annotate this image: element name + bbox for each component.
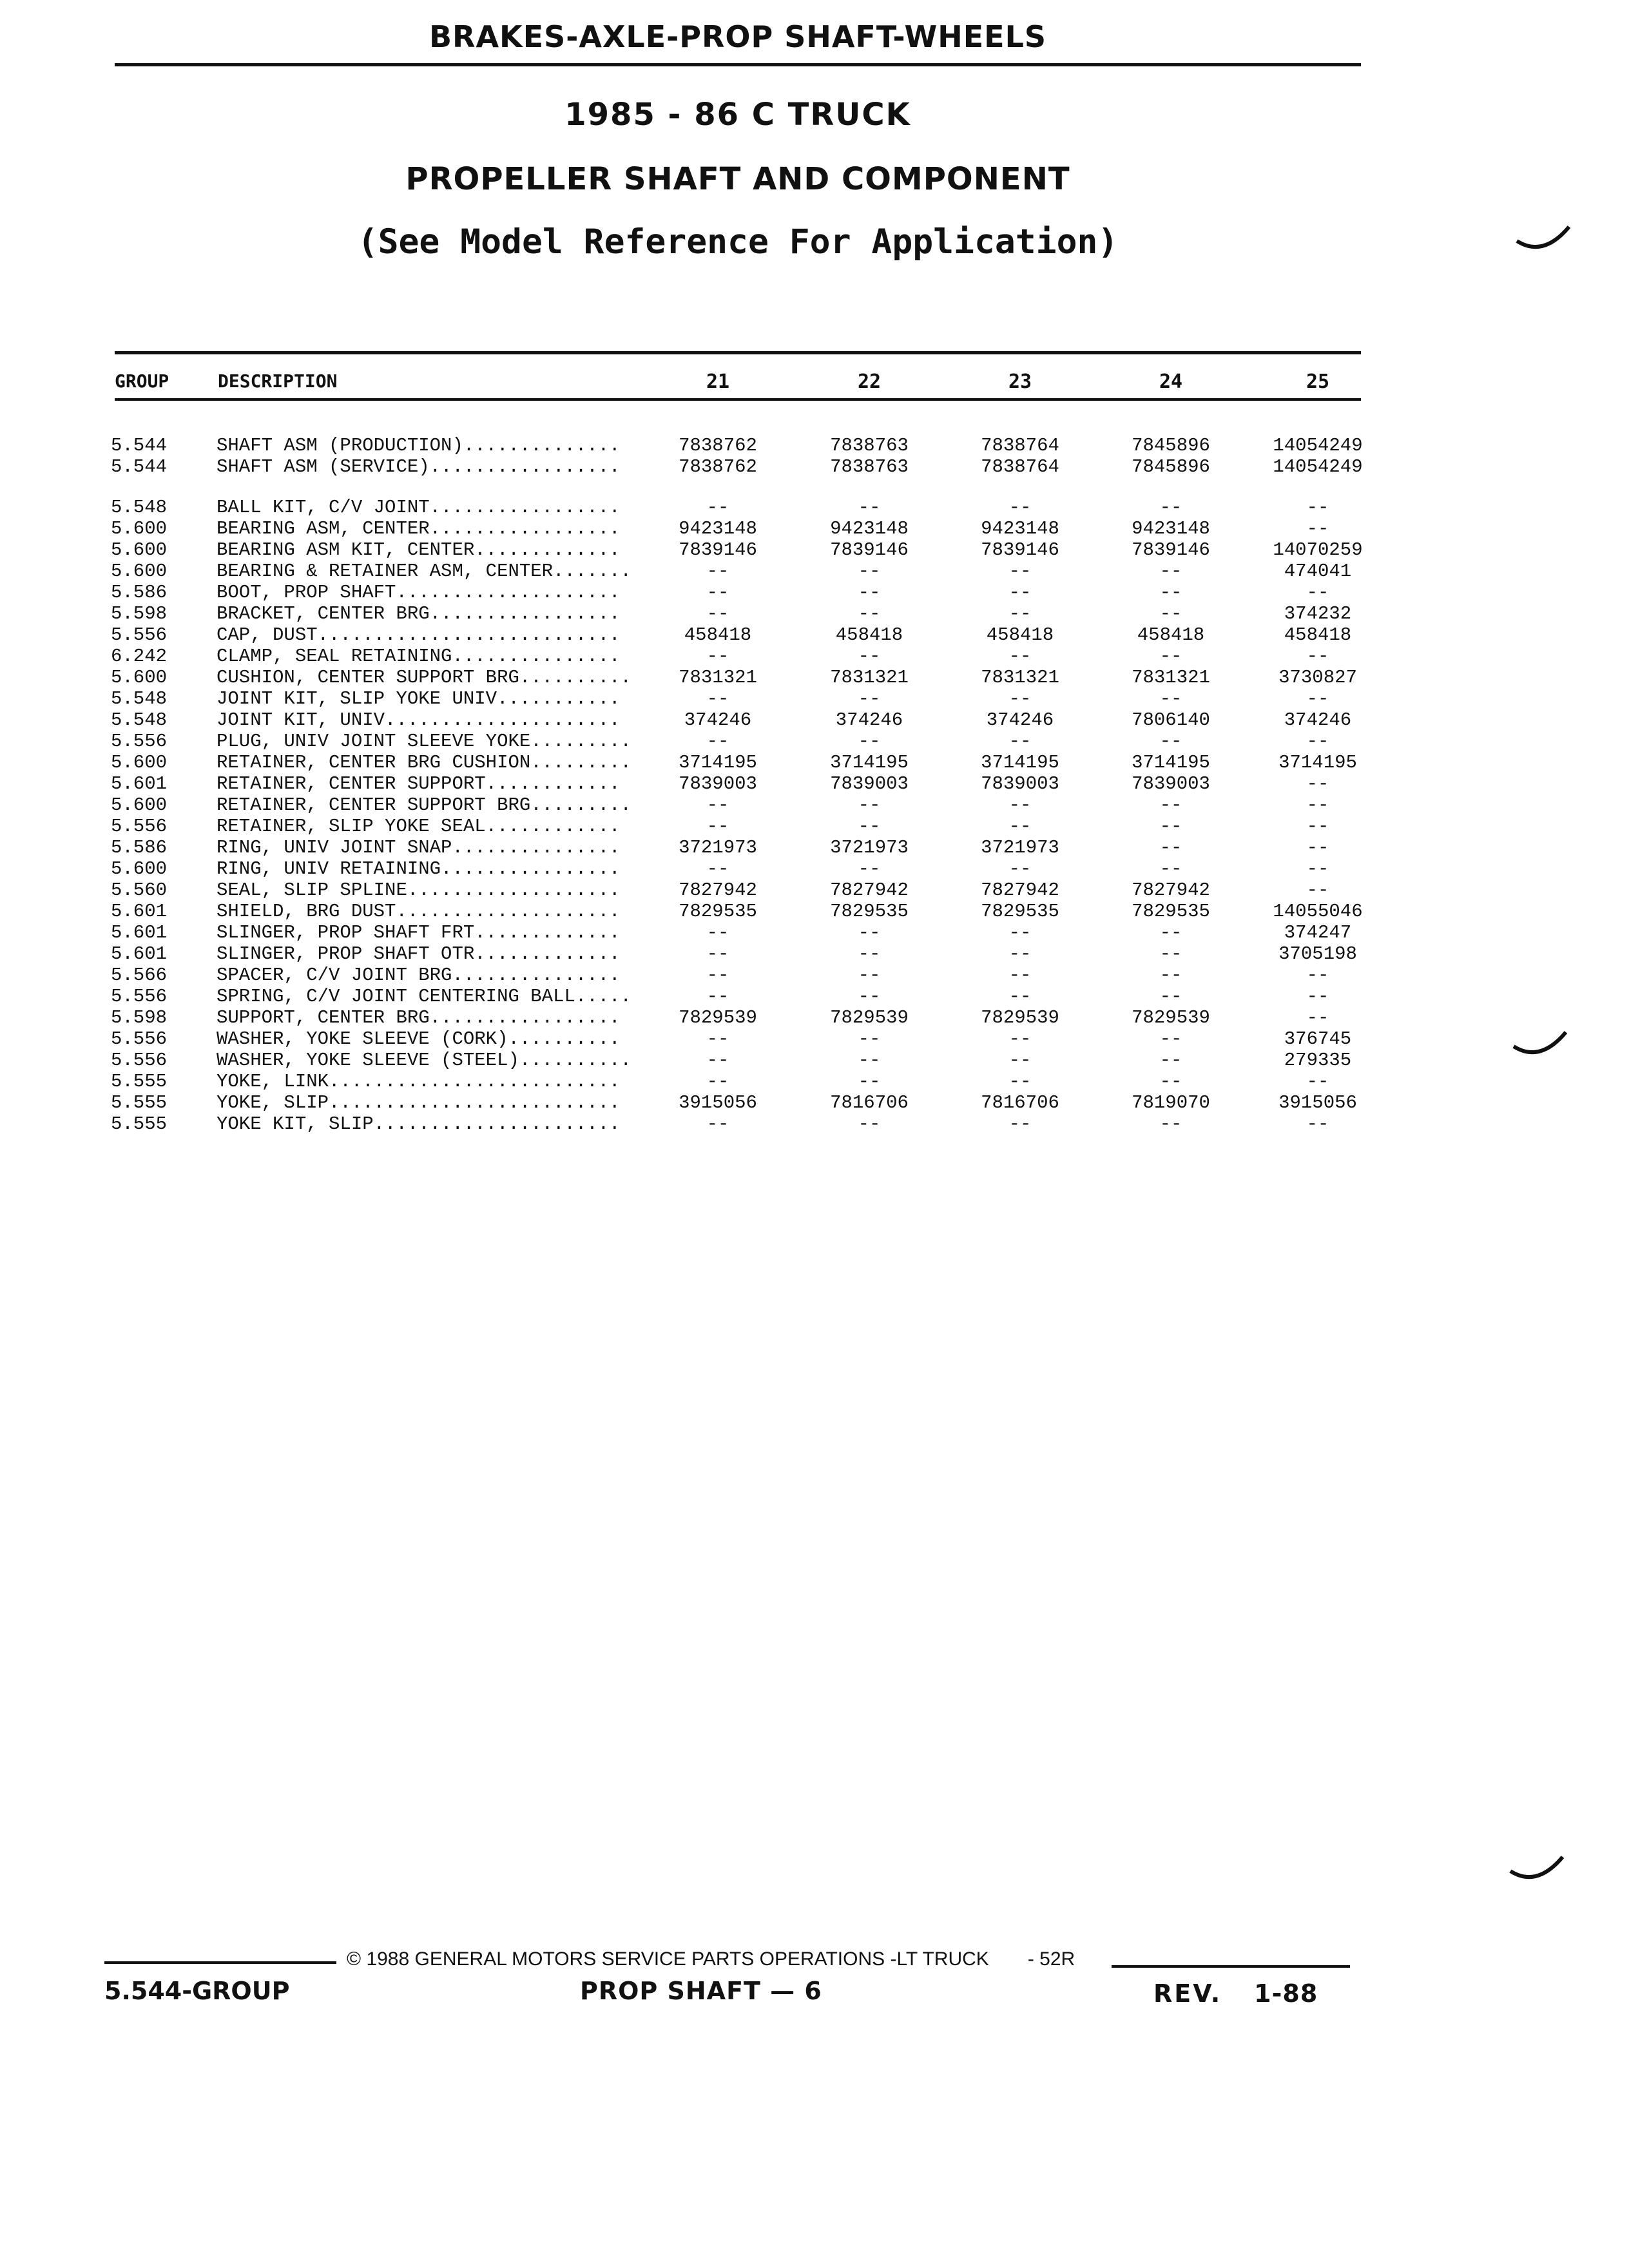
part-number-cell: 7839003: [981, 773, 1059, 794]
part-number-cell: --: [1306, 879, 1329, 901]
part-number-cell: --: [1306, 794, 1329, 816]
group-cell: 5.600: [111, 667, 168, 688]
part-number-cell: --: [1159, 731, 1182, 752]
table-row: [0, 731, 1629, 752]
part-number-cell: 374246: [986, 709, 1054, 731]
part-number-cell: 374247: [1284, 922, 1352, 943]
part-number-cell: --: [1159, 943, 1182, 965]
part-number-cell: 3714195: [1278, 752, 1357, 773]
subject-title: PROPELLER SHAFT AND COMPONENT: [405, 161, 1070, 197]
part-number-cell: --: [1008, 922, 1032, 943]
part-number-cell: --: [706, 603, 729, 624]
group-cell: 5.556: [111, 1028, 168, 1050]
part-number-cell: 3721973: [830, 837, 909, 858]
description-cell: BOOT, PROP SHAFT....................: [217, 582, 621, 603]
part-number-cell: --: [858, 603, 881, 624]
part-number-cell: 7838763: [830, 456, 909, 477]
part-number-cell: --: [1306, 1071, 1329, 1092]
description-cell: PLUG, UNIV JOINT SLEEVE YOKE.........: [217, 731, 631, 752]
part-number-cell: --: [706, 731, 729, 752]
part-number-cell: --: [1008, 731, 1032, 752]
table-row: [0, 1007, 1629, 1028]
group-cell: 5.601: [111, 943, 168, 965]
part-number-cell: --: [1008, 603, 1032, 624]
description-cell: WASHER, YOKE SLEEVE (CORK)..........: [217, 1028, 621, 1050]
part-number-cell: --: [858, 1028, 881, 1050]
part-number-cell: --: [1159, 646, 1182, 667]
part-number-cell: 3714195: [830, 752, 909, 773]
table-row: [0, 624, 1629, 646]
table-row: [0, 497, 1629, 518]
part-number-cell: --: [1306, 1113, 1329, 1135]
part-number-cell: --: [706, 582, 729, 603]
group-cell: 5.556: [111, 986, 168, 1007]
part-number-cell: --: [1306, 965, 1329, 986]
part-number-cell: --: [1306, 582, 1329, 603]
part-number-cell: --: [1159, 986, 1182, 1007]
part-number-cell: 9423148: [679, 518, 757, 539]
description-cell: JOINT KIT, UNIV.....................: [217, 709, 621, 731]
part-number-cell: 7829535: [1132, 901, 1210, 922]
part-number-cell: --: [1159, 688, 1182, 709]
part-number-cell: 7829539: [1132, 1007, 1210, 1028]
table-row: [0, 879, 1629, 901]
part-number-cell: 7829535: [981, 901, 1059, 922]
group-cell: 5.586: [111, 837, 168, 858]
footer-group: 5.544-GROUP: [104, 1977, 290, 2005]
description-cell: CUSHION, CENTER SUPPORT BRG..........: [217, 667, 631, 688]
part-number-cell: --: [706, 646, 729, 667]
part-number-cell: --: [706, 965, 729, 986]
part-number-cell: 7816706: [830, 1092, 909, 1113]
part-number-cell: 7839146: [830, 539, 909, 561]
part-number-cell: 14070259: [1273, 539, 1363, 561]
table-row: [0, 1092, 1629, 1113]
description-cell: YOKE KIT, SLIP......................: [217, 1113, 621, 1135]
part-number-cell: --: [858, 731, 881, 752]
table-row: [0, 1113, 1629, 1135]
part-number-cell: 7839003: [1132, 773, 1210, 794]
revision-date: 1-88: [1254, 1979, 1318, 2008]
part-number-cell: --: [1159, 603, 1182, 624]
part-number-cell: --: [1008, 816, 1032, 837]
column-header-24: 24: [1159, 370, 1183, 393]
part-number-cell: 14055046: [1273, 901, 1363, 922]
part-number-cell: --: [1008, 1113, 1032, 1135]
table-row: [0, 539, 1629, 561]
part-number-cell: 3721973: [679, 837, 757, 858]
page-reference: - 52R: [1027, 1948, 1075, 1970]
group-cell: 5.548: [111, 688, 168, 709]
part-number-cell: 374246: [1284, 709, 1352, 731]
part-number-cell: 7829539: [679, 1007, 757, 1028]
part-number-cell: --: [1008, 646, 1032, 667]
part-number-cell: 7806140: [1132, 709, 1210, 731]
part-number-cell: 3714195: [679, 752, 757, 773]
part-number-cell: --: [858, 646, 881, 667]
part-number-cell: 7838764: [981, 435, 1059, 456]
part-number-cell: 7838764: [981, 456, 1059, 477]
table-row: [0, 837, 1629, 858]
description-cell: SHAFT ASM (SERVICE).................: [217, 456, 621, 477]
column-header-group: GROUP: [115, 370, 169, 392]
part-number-cell: --: [1008, 986, 1032, 1007]
description-cell: SHAFT ASM (PRODUCTION)..............: [217, 435, 621, 456]
part-number-cell: --: [858, 922, 881, 943]
description-cell: RETAINER, CENTER SUPPORT............: [217, 773, 621, 794]
group-cell: 6.242: [111, 646, 168, 667]
part-number-cell: --: [858, 582, 881, 603]
part-number-cell: 7839003: [679, 773, 757, 794]
year-title: 1985 - 86 C TRUCK: [564, 97, 911, 133]
part-number-cell: --: [858, 688, 881, 709]
part-number-cell: --: [1159, 497, 1182, 518]
group-cell: 5.600: [111, 858, 168, 879]
part-number-cell: --: [1159, 858, 1182, 879]
part-number-cell: 7819070: [1132, 1092, 1210, 1113]
part-number-cell: --: [1008, 1050, 1032, 1071]
part-number-cell: 474041: [1284, 561, 1352, 582]
group-cell: 5.566: [111, 965, 168, 986]
revision-label: REV.: [1153, 1979, 1222, 2008]
part-number-cell: 458418: [835, 624, 903, 646]
copyright-text: © 1988 GENERAL MOTORS SERVICE PARTS OPERATIONS -LT TRUCK: [347, 1948, 989, 1970]
description-cell: SHIELD, BRG DUST....................: [217, 901, 621, 922]
part-number-cell: --: [1159, 1028, 1182, 1050]
part-number-cell: --: [858, 1071, 881, 1092]
part-number-cell: 7845896: [1132, 456, 1210, 477]
part-number-cell: 7829535: [679, 901, 757, 922]
application-note: (See Model Reference For Application): [357, 222, 1119, 262]
table-row: [0, 943, 1629, 965]
part-number-cell: --: [1159, 1050, 1182, 1071]
part-number-cell: --: [706, 497, 729, 518]
part-number-cell: 7839146: [1132, 539, 1210, 561]
table-row: [0, 582, 1629, 603]
group-cell: 5.548: [111, 497, 168, 518]
part-number-cell: --: [858, 943, 881, 965]
part-number-cell: 3705198: [1278, 943, 1357, 965]
part-number-cell: 7831321: [830, 667, 909, 688]
part-number-cell: --: [1306, 497, 1329, 518]
footer-copyright: [347, 1948, 1107, 1970]
group-cell: 5.600: [111, 794, 168, 816]
part-number-cell: --: [1159, 965, 1182, 986]
table-row: [0, 773, 1629, 794]
part-number-cell: 7838763: [830, 435, 909, 456]
table-row: [0, 752, 1629, 773]
footer-rule-left: [104, 1961, 336, 1964]
column-header-22: 22: [857, 370, 882, 393]
part-number-cell: --: [1306, 816, 1329, 837]
group-cell: 5.548: [111, 709, 168, 731]
group-cell: 5.600: [111, 539, 168, 561]
part-number-cell: --: [1159, 922, 1182, 943]
description-cell: YOKE, LINK..........................: [217, 1071, 621, 1092]
group-cell: 5.555: [111, 1092, 168, 1113]
part-number-cell: 7816706: [981, 1092, 1059, 1113]
part-number-cell: --: [706, 986, 729, 1007]
table-row: [0, 561, 1629, 582]
part-number-cell: 7827942: [679, 879, 757, 901]
part-number-cell: --: [1008, 561, 1032, 582]
description-cell: BEARING ASM, CENTER.................: [217, 518, 621, 539]
part-number-cell: --: [1159, 561, 1182, 582]
part-number-cell: --: [1008, 582, 1032, 603]
group-cell: 5.600: [111, 752, 168, 773]
description-cell: SPACER, C/V JOINT BRG...............: [217, 965, 621, 986]
part-number-cell: --: [1159, 837, 1182, 858]
part-number-cell: --: [1008, 1028, 1032, 1050]
table-row: [0, 518, 1629, 539]
table-row: [0, 922, 1629, 943]
part-number-cell: --: [1008, 965, 1032, 986]
part-number-cell: --: [1306, 773, 1329, 794]
part-number-cell: --: [706, 561, 729, 582]
description-cell: WASHER, YOKE SLEEVE (STEEL)..........: [217, 1050, 631, 1071]
group-cell: 5.600: [111, 518, 168, 539]
group-cell: 5.544: [111, 435, 168, 456]
part-number-cell: --: [858, 1050, 881, 1071]
punch-mark: [1514, 226, 1572, 258]
part-number-cell: 458418: [684, 624, 752, 646]
part-number-cell: 7838762: [679, 435, 757, 456]
group-cell: 5.560: [111, 879, 168, 901]
top-rule: [115, 63, 1361, 66]
part-number-cell: 3721973: [981, 837, 1059, 858]
part-number-cell: 7827942: [981, 879, 1059, 901]
part-number-cell: --: [706, 688, 729, 709]
part-number-cell: --: [706, 858, 729, 879]
part-number-cell: --: [858, 858, 881, 879]
part-number-cell: --: [1306, 731, 1329, 752]
section-title: BRAKES-AXLE-PROP SHAFT-WHEELS: [429, 19, 1047, 54]
part-number-cell: 458418: [1284, 624, 1352, 646]
part-number-cell: --: [1306, 858, 1329, 879]
group-cell: 5.601: [111, 773, 168, 794]
part-number-cell: 7827942: [1132, 879, 1210, 901]
part-number-cell: --: [1306, 688, 1329, 709]
part-number-cell: 7831321: [1132, 667, 1210, 688]
part-number-cell: 9423148: [830, 518, 909, 539]
part-number-cell: --: [706, 1071, 729, 1092]
part-number-cell: --: [858, 816, 881, 837]
table-row: [0, 646, 1629, 667]
part-number-cell: --: [858, 497, 881, 518]
group-cell: 5.556: [111, 731, 168, 752]
part-number-cell: 7831321: [679, 667, 757, 688]
table-row: [0, 816, 1629, 837]
part-number-cell: 374246: [684, 709, 752, 731]
part-number-cell: 3730827: [1278, 667, 1357, 688]
part-number-cell: --: [1306, 837, 1329, 858]
group-cell: 5.598: [111, 603, 168, 624]
table-row: [0, 1028, 1629, 1050]
description-cell: CLAMP, SEAL RETAINING...............: [217, 646, 621, 667]
part-number-cell: --: [858, 794, 881, 816]
part-number-cell: --: [1159, 1113, 1182, 1135]
footer-page-title: PROP SHAFT — 6: [580, 1977, 822, 2005]
part-number-cell: --: [706, 816, 729, 837]
part-number-cell: --: [706, 1028, 729, 1050]
part-number-cell: --: [706, 1050, 729, 1071]
part-number-cell: 14054249: [1273, 435, 1363, 456]
group-cell: 5.556: [111, 624, 168, 646]
part-number-cell: --: [1306, 518, 1329, 539]
table-row: [0, 435, 1629, 456]
part-number-cell: 7839003: [830, 773, 909, 794]
description-cell: RETAINER, CENTER SUPPORT BRG.........: [217, 794, 631, 816]
table-header-bottom-rule: [115, 398, 1361, 401]
part-number-cell: 7831321: [981, 667, 1059, 688]
column-header-23: 23: [1008, 370, 1032, 393]
table-row: [0, 688, 1629, 709]
description-cell: RETAINER, CENTER BRG CUSHION.........: [217, 752, 631, 773]
part-number-cell: --: [858, 1113, 881, 1135]
part-number-cell: --: [1008, 794, 1032, 816]
part-number-cell: 376745: [1284, 1028, 1352, 1050]
description-cell: SUPPORT, CENTER BRG.................: [217, 1007, 621, 1028]
group-cell: 5.556: [111, 816, 168, 837]
description-cell: BEARING & RETAINER ASM, CENTER.......: [217, 561, 631, 582]
part-number-cell: 7839146: [679, 539, 757, 561]
description-cell: SPRING, C/V JOINT CENTERING BALL.....: [217, 986, 631, 1007]
table-header-top-rule: [115, 351, 1361, 354]
part-number-cell: --: [858, 965, 881, 986]
part-number-cell: 7829535: [830, 901, 909, 922]
part-number-cell: 7838762: [679, 456, 757, 477]
part-number-cell: 7839146: [981, 539, 1059, 561]
group-cell: 5.600: [111, 561, 168, 582]
description-cell: SLINGER, PROP SHAFT OTR.............: [217, 943, 621, 965]
part-number-cell: --: [1008, 497, 1032, 518]
column-header-25: 25: [1306, 370, 1330, 393]
part-number-cell: --: [1159, 816, 1182, 837]
part-number-cell: 374232: [1284, 603, 1352, 624]
punch-mark: [1511, 1031, 1569, 1063]
table-row: [0, 1071, 1629, 1092]
part-number-cell: --: [1306, 986, 1329, 1007]
part-number-cell: --: [858, 561, 881, 582]
column-header-description: DESCRIPTION: [218, 370, 338, 392]
table-row: [0, 858, 1629, 879]
part-number-cell: 458418: [986, 624, 1054, 646]
footer-revision: [1153, 1979, 1318, 2008]
table-row: [0, 667, 1629, 688]
description-cell: YOKE, SLIP..........................: [217, 1092, 621, 1113]
part-number-cell: 3915056: [1278, 1092, 1357, 1113]
part-number-cell: --: [706, 943, 729, 965]
description-cell: SEAL, SLIP SPLINE...................: [217, 879, 621, 901]
table-row: [0, 901, 1629, 922]
description-cell: RING, UNIV RETAINING................: [217, 858, 621, 879]
part-number-cell: --: [1159, 582, 1182, 603]
table-row: [0, 603, 1629, 624]
part-number-cell: --: [706, 922, 729, 943]
part-number-cell: --: [1306, 1007, 1329, 1028]
table-row: [0, 965, 1629, 986]
table-row: [0, 986, 1629, 1007]
group-cell: 5.556: [111, 1050, 168, 1071]
group-cell: 5.601: [111, 922, 168, 943]
part-number-cell: 3915056: [679, 1092, 757, 1113]
group-cell: 5.555: [111, 1113, 168, 1135]
group-cell: 5.555: [111, 1071, 168, 1092]
part-number-cell: --: [1306, 646, 1329, 667]
table-row: [0, 1050, 1629, 1071]
part-number-cell: --: [1008, 688, 1032, 709]
part-number-cell: 279335: [1284, 1050, 1352, 1071]
part-number-cell: --: [858, 986, 881, 1007]
part-number-cell: --: [1159, 794, 1182, 816]
part-number-cell: 9423148: [1132, 518, 1210, 539]
part-number-cell: --: [1008, 858, 1032, 879]
description-cell: RETAINER, SLIP YOKE SEAL............: [217, 816, 621, 837]
description-cell: BALL KIT, C/V JOINT.................: [217, 497, 621, 518]
part-number-cell: 7829539: [830, 1007, 909, 1028]
table-row: [0, 709, 1629, 731]
description-cell: JOINT KIT, SLIP YOKE UNIV...........: [217, 688, 621, 709]
part-number-cell: 14054249: [1273, 456, 1363, 477]
part-number-cell: --: [1008, 1071, 1032, 1092]
column-header-21: 21: [706, 370, 730, 393]
group-cell: 5.544: [111, 456, 168, 477]
group-cell: 5.601: [111, 901, 168, 922]
part-number-cell: 374246: [835, 709, 903, 731]
table-row: [0, 456, 1629, 477]
part-number-cell: 7829539: [981, 1007, 1059, 1028]
part-number-cell: 458418: [1137, 624, 1205, 646]
part-number-cell: --: [1008, 943, 1032, 965]
description-cell: BEARING ASM KIT, CENTER.............: [217, 539, 621, 561]
part-number-cell: --: [706, 794, 729, 816]
description-cell: BRACKET, CENTER BRG.................: [217, 603, 621, 624]
footer-rule-right: [1112, 1965, 1350, 1968]
part-number-cell: --: [1159, 1071, 1182, 1092]
punch-mark: [1508, 1856, 1566, 1888]
part-number-cell: --: [706, 1113, 729, 1135]
part-number-cell: 7827942: [830, 879, 909, 901]
description-cell: CAP, DUST...........................: [217, 624, 621, 646]
description-cell: SLINGER, PROP SHAFT FRT.............: [217, 922, 621, 943]
group-cell: 5.598: [111, 1007, 168, 1028]
part-number-cell: 3714195: [1132, 752, 1210, 773]
table-row: [0, 794, 1629, 816]
part-number-cell: 3714195: [981, 752, 1059, 773]
description-cell: RING, UNIV JOINT SNAP...............: [217, 837, 621, 858]
group-cell: 5.586: [111, 582, 168, 603]
part-number-cell: 7845896: [1132, 435, 1210, 456]
part-number-cell: 9423148: [981, 518, 1059, 539]
